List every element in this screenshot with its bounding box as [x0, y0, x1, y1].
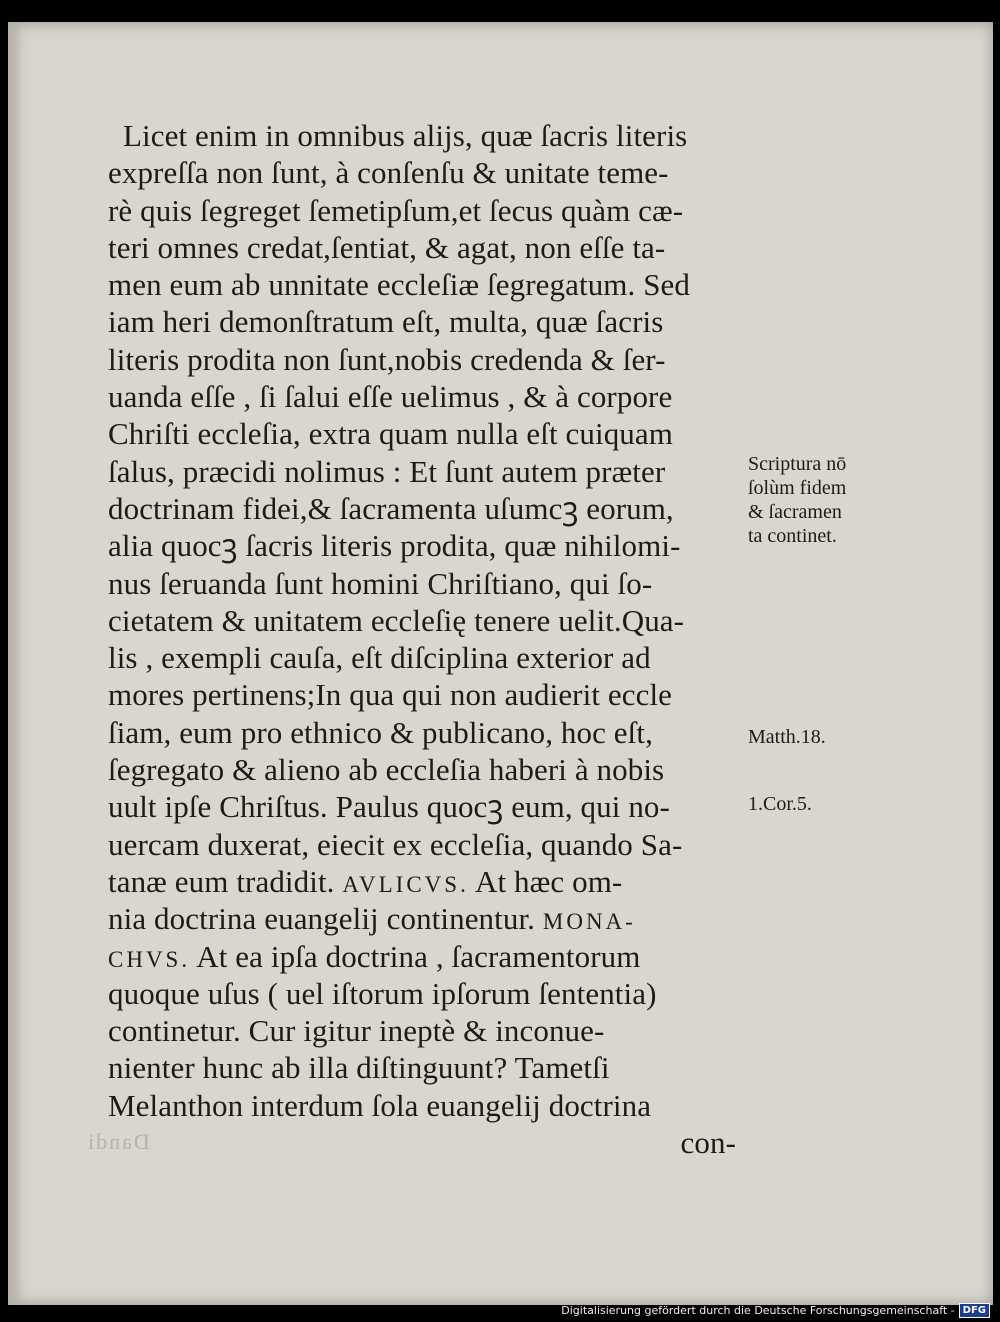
text-line: uercam duxerat, eiecit ex eccleſia, quando Sa- — [108, 826, 683, 862]
body-text — [108, 117, 748, 1161]
text-line: uanda eſſe , ſi ſalui eſſe uelimus , & à corpore — [108, 379, 673, 415]
margin-note-matthew — [748, 725, 826, 749]
text-fragment: tanæ eum tradidit. — [108, 863, 335, 899]
margin-note-corinthians — [748, 792, 812, 816]
text-fragment: At hæc om- — [468, 863, 623, 899]
text-line: mores pertinens;In qua qui non audierit eccle — [108, 677, 673, 713]
margin-note-scriptura — [748, 452, 846, 548]
text-line: cietatem & unitatem eccleſię tenere uelit.Qua- — [108, 602, 685, 638]
text-line: iam heri demonſtratum eſt, multa, quæ ſacris — [108, 304, 664, 340]
footer-text: Digitalisierung gefördert durch die Deutsche Forschungsgemeinschaft - — [561, 1304, 955, 1317]
text-line: men eum ab unnitate eccleſiæ ſegregatum. Sed — [108, 267, 691, 303]
catchword: con- — [680, 1125, 736, 1161]
text-line: quoque uſus ( uel iſtorum ipſorum ſententia) — [108, 975, 657, 1011]
margin-line: 1.Cor.5. — [748, 793, 812, 815]
margin-line: Matth.18. — [748, 726, 826, 748]
text-line: ſalus, præcidi nolimus : Et ſunt autem præter — [108, 453, 666, 489]
margin-line: ta continet. — [748, 525, 837, 547]
speaker-aulicus: AVLICVS. — [342, 871, 469, 897]
text-line: continetur. Cur igitur ineptè & inconue- — [108, 1013, 605, 1049]
text-line: uult ipſe Chriſtus. Paulus quocꝫ eum, qui no- — [108, 789, 670, 825]
dfg-logo: DFG — [959, 1303, 990, 1318]
text-line: nienter hunc ab illa diſtinguunt? Tametſi — [108, 1050, 610, 1086]
text-line: Licet enim in omnibus alijs, quæ ſacris literis — [123, 118, 688, 153]
text-line: literis prodita non ſunt,nobis credenda & ſer- — [108, 341, 666, 377]
text-line: ſiam, eum pro ethnico & publicano, hoc eſt, — [108, 714, 653, 750]
margin-line: & ſacramen — [748, 501, 842, 523]
footer-credit — [561, 1303, 990, 1318]
text-line: nus ſeruanda ſunt homini Chriſtiano, qui ſo- — [108, 565, 653, 601]
text-line: expreſſa non ſunt, à conſenſu & unitate teme- — [108, 155, 669, 191]
text-line — [108, 938, 748, 975]
margin-line: ſolùm fidem — [748, 477, 847, 499]
text-line: teri omnes credat,ſentiat, & agat, non eſſe ta- — [108, 229, 666, 265]
text-line: Melanthon interdum ſola euangelij doctrina — [108, 1087, 652, 1123]
text-line: lis , exempli cauſa, eſt diſciplina exterior ad — [108, 640, 651, 676]
text-line: Chriſti eccleſia, extra quam nulla eſt cuiquam — [108, 416, 673, 452]
margin-line: Scriptura nō — [748, 453, 847, 475]
text-line: ſegregato & alieno ab eccleſia haberi à nobis — [108, 752, 665, 788]
speaker-monachus: CHVS. — [108, 946, 191, 972]
book-page — [8, 22, 993, 1305]
text-fragment: At ea ipſa doctrina , ſacramentorum — [190, 938, 641, 974]
text-fragment: nia doctrina euangelij continentur. — [108, 901, 543, 937]
bleed-through-text: Dandi — [86, 1129, 150, 1154]
text-line: doctrinam fidei,& ſacramenta uſumcꝫ eorum, — [108, 490, 674, 526]
text-line — [108, 900, 748, 937]
text-line — [108, 863, 748, 900]
text-line: alia quocꝫ ſacris literis prodita, quæ nihilomi- — [108, 528, 681, 564]
text-line: rè quis ſegreget ſemetipſum,et ſecus quàm cæ- — [108, 192, 684, 228]
speaker-monachus: MONA- — [542, 909, 636, 935]
